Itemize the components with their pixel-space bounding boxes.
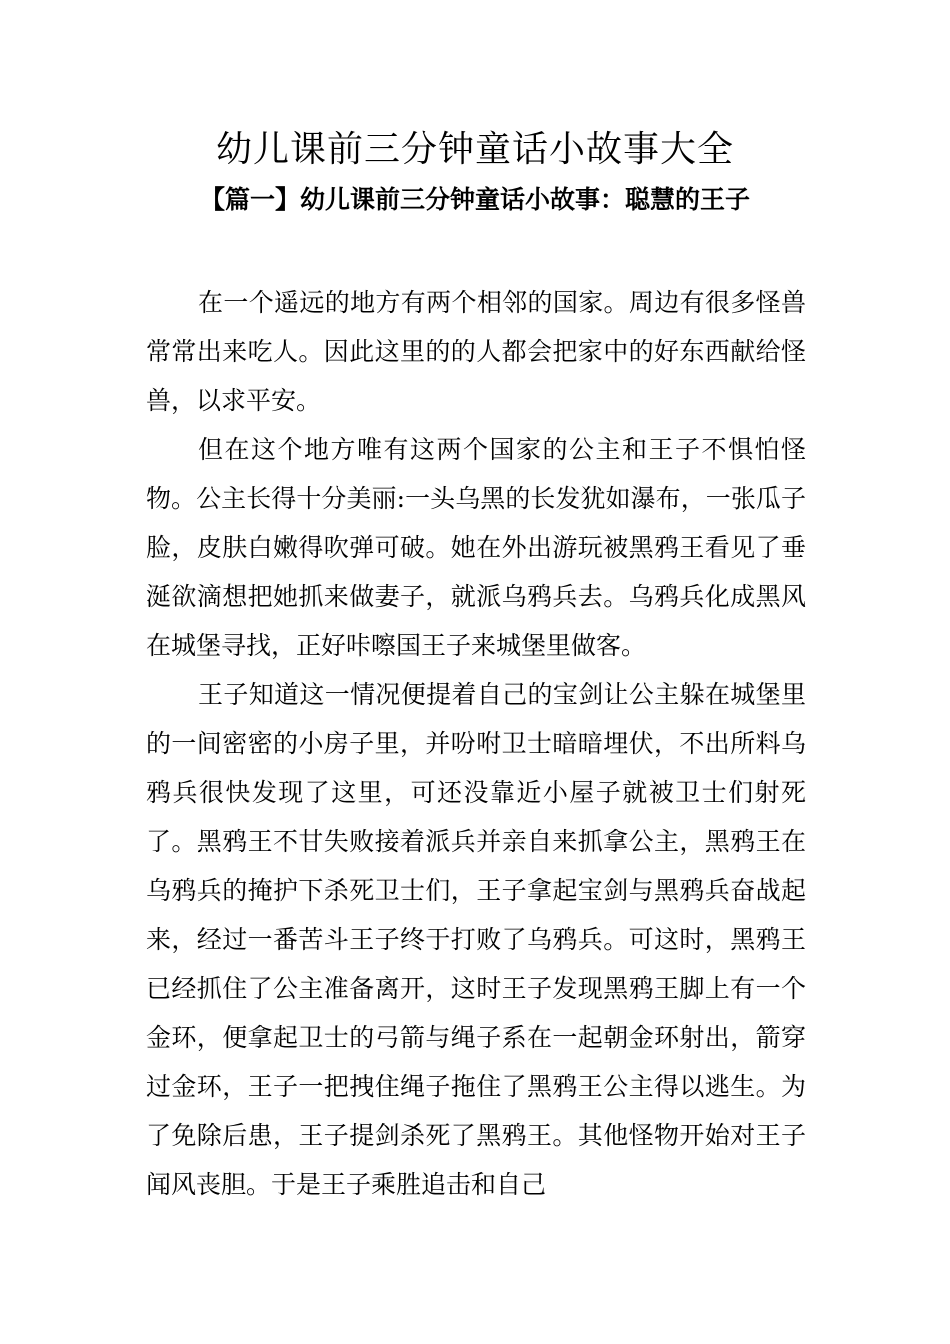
story-paragraph-3: 王子知道这一情况便提着自己的宝剑让公主躲在城堡里的一间密密的小房子里，并吩咐卫士暗暗埋伏，不出所料乌鸦兵很快发现了这里，可还没靠近小屋子就被卫士们射死了。黑鸦王不甘失败接着派兵并亲自来抓拿公主，黑鸦王在乌鸦兵的掩护下杀死卫士们，王子拿起宝剑与黑鸦兵奋战起来，经过一番苦斗王子终于打败了乌鸦兵。可这时，黑鸦王已经抓住了公主准备离开，这时王子发现黑鸦王脚上有一个金环，便拿起卫士的弓箭与绳子系在一起朝金环射出，箭穿过金环，王子一把拽住绳子拖住了黑鸦王公主得以逃生。为了免除后患，王子提剑杀死了黑鸦王。其他怪物开始对王子闻风丧胆。于是王子乘胜追击和自己 <box>146 680 806 1199</box>
story-body <box>146 278 806 1209</box>
story-paragraph-1: 在一个遥远的地方有两个相邻的国家。周边有很多怪兽常常出来吃人。因此这里的的人都会把家中的好东西献给怪兽，以求平安。 <box>146 288 806 415</box>
story-paragraph-2: 但在这个地方唯有这两个国家的公主和王子不惧怕怪物。公主长得十分美丽:一头乌黑的长发犹如瀑布，一张瓜子脸，皮肤白嫩得吹弹可破。她在外出游玩被黑鸦王看见了垂涎欲滴想把她抓来做妻子，就派乌鸦兵去。乌鸦兵化成黑风在城堡寻找，正好咔嚓国王子来城堡里做客。 <box>146 435 806 660</box>
document-title: 幼儿课前三分钟童话小故事大全 <box>215 129 734 170</box>
document-subtitle: 【篇一】幼儿课前三分钟童话小故事：聪慧的王子 <box>199 185 750 214</box>
